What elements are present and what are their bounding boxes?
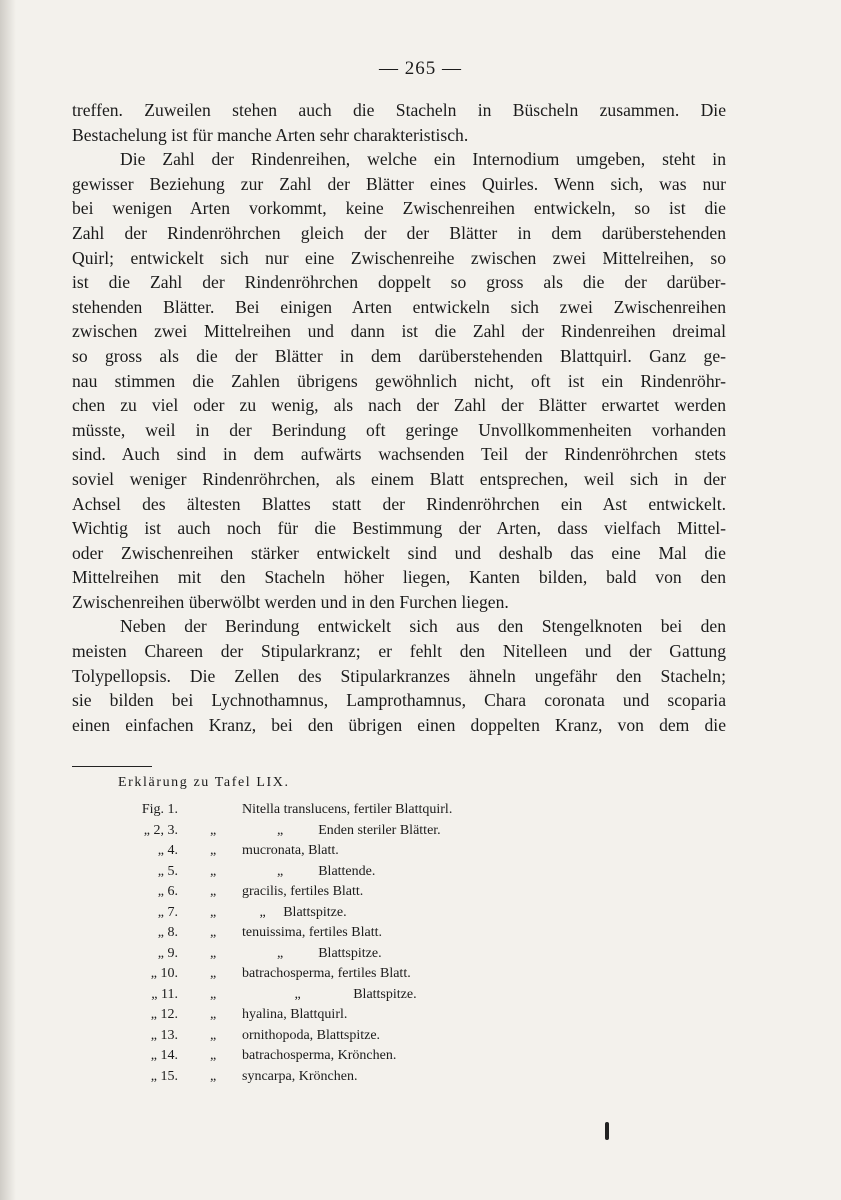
figure-number: „ 12. <box>150 1007 178 1022</box>
figure-caption: „ Blattspitze. <box>242 945 382 961</box>
text-line: so gross als die der Blätter in dem darüberstehenden Blattquirl. Ganz ge- <box>72 345 726 366</box>
footnote-rule <box>72 766 152 767</box>
text-line: Mittelreihen mit den Stacheln höher liegen, Kanten bilden, bald von den <box>72 567 726 588</box>
figure-number: „ 10. <box>150 966 178 981</box>
text-line: müsste, weil in der Berindung oft geringe Unvollkommenheiten vorhanden <box>72 419 726 440</box>
ditto-mark: „ <box>210 884 217 899</box>
figure-caption: batrachosperma, fertiles Blatt. <box>242 966 411 981</box>
text-line: Achsel des ältesten Blattes statt der Rindenröhrchen ein Ast entwickelt. <box>72 493 726 514</box>
figure-caption: hyalina, Blattquirl. <box>242 1007 348 1022</box>
figure-caption: Nitella translucens, fertiler Blattquirl. <box>242 802 453 817</box>
text-line: treffen. Zuweilen stehen auch die Stacheln in Büscheln zusammen. Die <box>72 100 726 120</box>
figure-caption: gracilis, fertiles Blatt. <box>242 884 364 899</box>
text-line: bei wenigen Arten vorkommt, keine Zwischenreihen entwickeln, so ist die <box>72 198 726 219</box>
text-line: gewisser Beziehung zur Zahl der Blätter eines Quirles. Wenn sich, was nur <box>72 173 726 194</box>
figure-caption: mucronata, Blatt. <box>242 843 339 858</box>
figure-caption: batrachosperma, Krönchen. <box>242 1048 397 1063</box>
figure-number: „ 15. <box>150 1068 178 1084</box>
ditto-mark: „ <box>210 822 217 838</box>
ditto-mark: „ <box>210 945 217 961</box>
text-line: nau stimmen die Zahlen übrigens gewöhnlich nicht, oft ist ein Rindenröhr- <box>72 370 726 391</box>
ditto-mark: „ <box>210 1048 217 1063</box>
text-line: Zahl der Rindenröhrchen gleich der der Blätter in dem darüberstehenden <box>72 222 726 243</box>
text-line: zwischen zwei Mittelreihen und dann ist die Zahl der Rindenreihen dreimal <box>72 321 726 342</box>
ditto-mark: „ <box>210 1007 217 1022</box>
figure-caption: syncarpa, Krönchen. <box>242 1068 358 1084</box>
text-line: sie bilden bei Lychnothamnus, Lamprothamnus, Chara coronata und scoparia <box>72 690 726 711</box>
figure-caption: „ Blattspitze. <box>242 986 417 1002</box>
text-line: Tolypellopsis. Die Zellen des Stipularkranzes ähneln ungefähr den Stacheln; <box>72 665 726 686</box>
ditto-mark: „ <box>210 843 217 858</box>
figure-caption: „ Blattende. <box>242 863 376 879</box>
figure-number: „ 7. <box>157 904 178 920</box>
text-line: Zwischenreihen überwölbt werden und in den Furchen liegen. <box>72 591 509 612</box>
text-line: ist die Zahl der Rindenröhrchen doppelt so gross als die der darüber- <box>72 272 726 293</box>
figure-number: Fig. 1. <box>141 802 178 817</box>
ditto-mark: „ <box>210 966 217 981</box>
text-line: Wichtig ist auch noch für die Bestimmung der Arten, dass vielfach Mittel- <box>72 518 726 539</box>
body-text <box>72 98 726 737</box>
figure-caption: „ Enden steriler Blätter. <box>242 822 441 838</box>
text-line: soviel weniger Rindenröhrchen, als einem Blatt entsprechen, weil sich in der <box>72 468 726 489</box>
ditto-mark: „ <box>210 986 217 1002</box>
ditto-mark: „ <box>210 863 217 879</box>
text-line: sind. Auch sind in dem aufwärts wachsenden Teil der Rindenröhrchen stets <box>72 444 726 465</box>
text-line: oder Zwischenreihen stärker entwickelt sind und deshalb das eine Mal die <box>72 542 726 563</box>
figure-caption: tenuissima, fertiles Blatt. <box>242 925 382 940</box>
text-line: Neben der Berindung entwickelt sich aus den Stengelknoten bei den <box>120 616 726 637</box>
ink-mark <box>605 1122 609 1140</box>
ditto-mark: „ <box>210 925 217 940</box>
text-line: meisten Chareen der Stipularkranz; er fehlt den Nitelleen und der Gattung <box>72 641 726 662</box>
text-line: chen zu viel oder zu wenig, als nach der Zahl der Blätter erwartet werden <box>72 395 726 416</box>
figure-number: „ 13. <box>150 1027 178 1043</box>
figure-number: „ 9. <box>157 945 178 961</box>
page-number: — 265 — <box>379 58 462 79</box>
figure-number: „ 6. <box>157 884 178 899</box>
figure-caption: „ Blattspitze. <box>242 904 347 920</box>
page-edge <box>0 0 16 1200</box>
text-line: Quirl; entwickelt sich nur eine Zwischenreihe zwischen zwei Mittelreihen, so <box>72 247 726 268</box>
ditto-mark: „ <box>210 904 217 920</box>
ditto-mark: „ <box>210 1068 217 1084</box>
figure-number: „ 2, 3. <box>143 822 178 838</box>
text-line: Die Zahl der Rindenreihen, welche ein Internodium umgeben, steht in <box>120 149 726 170</box>
legend-title: Erklärung zu Tafel LIX. <box>118 775 290 790</box>
text-line: stehenden Blätter. Bei einigen Arten entwickeln sich zwei Zwischenreihen <box>72 296 726 317</box>
text-line: Bestachelung ist für manche Arten sehr charakteristisch. <box>72 124 469 145</box>
figure-caption: ornithopoda, Blattspitze. <box>242 1027 381 1043</box>
figure-number: „ 4. <box>157 843 178 858</box>
figure-number: „ 5. <box>157 863 178 879</box>
figure-number: „ 8. <box>157 925 178 940</box>
figure-number: „ 14. <box>150 1048 178 1063</box>
figure-number: „ 11. <box>151 986 178 1002</box>
text-line: einen einfachen Kranz, bei den übrigen einen doppelten Kranz, von dem die <box>72 714 726 735</box>
ditto-mark: „ <box>210 1027 217 1043</box>
